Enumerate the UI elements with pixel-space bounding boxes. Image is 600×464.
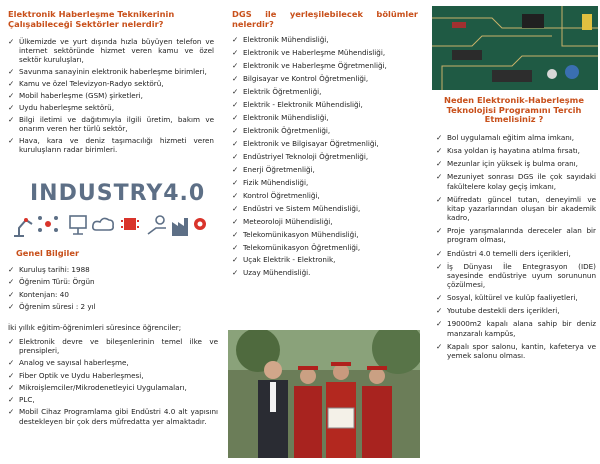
list-item-text: Analog ve sayısal haberleşme, <box>19 358 129 368</box>
list-item-text: Ülkemizde ve yurt dışında hızla büyüyen telefon ve internet sektöründe hizmet veren kamu ve özel sektör kuruluşları, <box>19 37 214 65</box>
check-icon: ✓ <box>8 265 15 274</box>
list-item <box>436 249 596 258</box>
reasons-list <box>436 133 596 364</box>
list-item-text: Uydu haberleşme sektörü, <box>19 102 115 112</box>
list-item <box>436 306 596 315</box>
departments-title: DGS ile yerleşilebilecek bölümler nelerdir? <box>232 9 418 29</box>
check-icon: ✓ <box>8 358 15 368</box>
check-icon: ✓ <box>232 151 239 161</box>
list-item-text: PLC, <box>19 395 35 405</box>
check-icon: ✓ <box>232 35 239 44</box>
check-icon: ✓ <box>8 395 15 405</box>
check-icon: ✓ <box>232 112 239 122</box>
list-item <box>232 48 418 57</box>
list-item <box>232 74 418 83</box>
list-item-text: Kontenjan: 40 <box>19 289 69 299</box>
industry-banner-text: INDUSTRY4.0 <box>30 181 206 206</box>
monitor-icon <box>70 216 86 234</box>
list-item-text: Bol uygulamalı eğitim alma imkanı, <box>447 133 575 142</box>
list-item-text: Mezunlar için yüksek iş bulma oranı, <box>447 159 578 169</box>
list-item-text: Youtube destekli ders içerikleri, <box>447 306 560 316</box>
list-item-text: Elektronik Öğretmenliği, <box>243 125 331 135</box>
list-item-text: Öğrenim süresi : 2 yıl <box>19 302 96 312</box>
list-item <box>436 319 596 337</box>
graduation-photo <box>228 330 420 458</box>
check-icon: ✓ <box>436 172 443 182</box>
check-icon: ✓ <box>232 177 239 187</box>
check-icon: ✓ <box>8 289 15 299</box>
list-item-text: Elektrik - Elektronik Mühendisliği, <box>243 99 363 109</box>
departments-list <box>232 35 418 281</box>
cloud-icon <box>93 218 113 230</box>
check-icon: ✓ <box>232 125 239 135</box>
list-item-text: Telekomünikasyon Öğretmenliği, <box>243 242 361 252</box>
list-item-text: Sosyal, kültürel ve kulüp faaliyetleri, <box>447 293 578 303</box>
list-item-text: Elektronik ve Haberleşme Mühendisliği, <box>243 47 386 57</box>
industry-icons <box>10 210 210 238</box>
list-item <box>232 178 418 187</box>
sectors-title: Elektronik Haberleşme Teknikerinin Çalışabileceği Sektörler nelerdir? <box>8 9 175 29</box>
gear-icon <box>194 218 206 230</box>
factory-icon <box>172 218 188 236</box>
list-item <box>232 100 418 109</box>
network-icon <box>38 216 58 232</box>
general-info-title: Genel Bilgiler <box>16 248 80 258</box>
list-item <box>8 67 214 76</box>
list-item-text: Enerji Öğretmenliği, <box>243 164 315 174</box>
list-item <box>436 293 596 302</box>
list-item <box>232 204 418 213</box>
list-item-text: Öğrenim Türü: Örgün <box>19 277 95 287</box>
check-icon: ✓ <box>8 302 15 312</box>
list-item <box>436 172 596 190</box>
check-icon: ✓ <box>232 86 239 96</box>
list-item <box>8 277 214 286</box>
industry-banner <box>4 180 216 240</box>
check-icon: ✓ <box>8 135 15 145</box>
list-item-text: Kontrol Öğretmenliği, <box>243 190 320 200</box>
check-icon: ✓ <box>232 229 239 239</box>
list-item <box>232 268 418 277</box>
list-item <box>436 262 596 290</box>
check-icon: ✓ <box>232 242 239 252</box>
check-icon: ✓ <box>436 248 443 258</box>
list-item-text: Elektronik devre ve bileşenlerinin temel ilke ve prensipleri, <box>19 337 218 356</box>
sectors-list <box>8 37 214 157</box>
list-item <box>8 136 214 154</box>
list-item <box>232 243 418 252</box>
list-item-text: 19000m2 kapalı alana sahip bir deniz manzaralı kampüs, <box>447 319 596 338</box>
list-item <box>232 87 418 96</box>
list-item-text: Bilgisayar ve Kontrol Öğretmenliği, <box>243 73 369 83</box>
list-item-text: Kamu ve özel Televizyon-Radyo sektörü, <box>19 79 164 89</box>
courses-list <box>8 337 218 429</box>
check-icon: ✓ <box>8 370 15 380</box>
list-item <box>8 103 214 112</box>
circuit-board-photo <box>432 6 598 90</box>
list-item <box>232 165 418 174</box>
check-icon: ✓ <box>232 60 239 70</box>
robot-arm-icon <box>14 218 32 236</box>
check-icon: ✓ <box>8 90 15 100</box>
list-item <box>8 115 214 133</box>
check-icon: ✓ <box>436 194 443 204</box>
list-item <box>8 337 218 355</box>
list-item <box>232 126 418 135</box>
courses-intro: İki yıllık eğitim-öğrenimleri süresince öğrenciler; <box>8 323 182 332</box>
check-icon: ✓ <box>232 190 239 200</box>
list-item-text: Meteoroloji Mühendisliği, <box>243 216 333 226</box>
check-icon: ✓ <box>436 226 443 236</box>
check-icon: ✓ <box>8 114 15 124</box>
column-sectors <box>0 0 220 464</box>
list-item <box>436 226 596 244</box>
list-item-text: Müfredatı güncel tutan, deneyimli ve kitap yazarlarından oluşan bir akademik kadro, <box>447 194 596 223</box>
check-icon: ✓ <box>8 67 15 77</box>
list-item-text: Endüstri ve Sistem Mühendisliği, <box>243 203 361 213</box>
list-item <box>436 146 596 155</box>
check-icon: ✓ <box>232 255 239 265</box>
list-item-text: Mikroişlemciler/Mikrodenetleyici Uygulamaları, <box>19 382 187 392</box>
check-icon: ✓ <box>436 146 443 156</box>
list-item <box>232 152 418 161</box>
list-item-text: Mobil haberleşme (GSM) şirketleri, <box>19 90 143 100</box>
check-icon: ✓ <box>436 133 443 142</box>
list-item <box>8 395 218 404</box>
check-icon: ✓ <box>232 268 239 278</box>
check-icon: ✓ <box>232 203 239 213</box>
list-item-text: Savunma sanayinin elektronik haberleşme birimleri, <box>19 67 207 77</box>
check-icon: ✓ <box>436 319 443 329</box>
list-item <box>8 290 214 299</box>
list-item-text: Elektronik Mühendisliği, <box>243 112 329 122</box>
reasons-title: Neden Elektronik-Haberleşme Teknolojisi Programını Tercih Etmelisiniz ? <box>444 95 584 125</box>
list-item <box>436 342 596 360</box>
list-item-text: Hava, kara ve deniz taşımacılığı hizmeti veren kuruluşların radar birimleri. <box>19 135 214 154</box>
check-icon: ✓ <box>436 159 443 169</box>
list-item-text: Uçak Elektrik - Elektronik, <box>243 255 336 265</box>
check-icon: ✓ <box>8 407 15 417</box>
check-icon: ✓ <box>436 293 443 303</box>
check-icon: ✓ <box>8 382 15 392</box>
list-item <box>232 61 418 70</box>
list-item <box>232 113 418 122</box>
list-item <box>8 91 214 100</box>
list-item <box>8 371 218 380</box>
general-info-list <box>8 265 214 315</box>
list-item-text: Proje yarışmalarında dereceler alan bir program olması, <box>447 226 596 245</box>
list-item-text: Fizik Mühendisliği, <box>243 177 309 187</box>
list-item <box>232 217 418 226</box>
list-item-text: Bilgi iletimi ve dağıtımıyla ilgili üretim, bakım ve onarım veren her türlü sektör, <box>19 114 214 133</box>
check-icon: ✓ <box>232 73 239 83</box>
list-item <box>232 255 418 264</box>
check-icon: ✓ <box>436 341 443 351</box>
list-item <box>436 133 596 142</box>
list-item <box>8 302 214 311</box>
check-icon: ✓ <box>436 261 443 271</box>
list-item <box>232 139 418 148</box>
column-departments <box>226 0 422 464</box>
list-item-text: Elektrik Öğretmenliği, <box>243 86 322 96</box>
list-item <box>8 37 214 65</box>
circuit-icon <box>121 218 139 230</box>
list-item-text: İş Dünyası İle Entegrasyon (IDE) sayesinde endüstriye uyum sorununun çözülmesi, <box>447 261 596 290</box>
list-item <box>232 230 418 239</box>
list-item-text: Endüstri 4.0 temelli ders içerikleri, <box>447 248 571 258</box>
check-icon: ✓ <box>8 102 15 112</box>
column-reasons <box>428 0 600 464</box>
check-icon: ✓ <box>232 99 239 109</box>
list-item-text: Fiber Optik ve Uydu Haberleşmesi, <box>19 370 144 380</box>
list-item <box>436 195 596 223</box>
list-item-text: Kapalı spor salonu, kantin, kafeterya ve yemek salonu olması. <box>447 341 596 360</box>
check-icon: ✓ <box>232 47 239 57</box>
check-icon: ✓ <box>436 306 443 316</box>
list-item <box>232 35 418 44</box>
list-item-text: Kuruluş tarihi: 1988 <box>19 265 90 274</box>
hand-gear-icon <box>148 216 166 234</box>
list-item <box>8 383 218 392</box>
check-icon: ✓ <box>232 138 239 148</box>
check-icon: ✓ <box>8 79 15 89</box>
list-item-text: Telekomünikasyon Mühendisliği, <box>243 229 359 239</box>
list-item-text: Kısa yoldan iş hayatına atılma fırsatı, <box>447 146 580 156</box>
list-item <box>8 407 218 425</box>
list-item <box>8 265 214 274</box>
check-icon: ✓ <box>232 164 239 174</box>
check-icon: ✓ <box>8 277 15 287</box>
check-icon: ✓ <box>232 216 239 226</box>
list-item-text: Elektronik ve Bilgisayar Öğretmenliği, <box>243 138 379 148</box>
list-item <box>436 159 596 168</box>
list-item-text: Mezuniyet sonrası DGS ile çok sayıdaki fakültelere kolay geçiş imkanı, <box>447 172 596 191</box>
list-item-text: Elektronik ve Haberleşme Öğretmenliği, <box>243 60 387 70</box>
list-item <box>232 191 418 200</box>
list-item-text: Endüstriyel Teknoloji Öğretmenliği, <box>243 151 369 161</box>
check-icon: ✓ <box>8 37 15 46</box>
list-item-text: Elektronik Mühendisliği, <box>243 35 329 44</box>
list-item-text: Uzay Mühendisliği. <box>243 268 311 278</box>
check-icon: ✓ <box>8 337 15 346</box>
list-item <box>8 79 214 88</box>
list-item-text: Mobil Cihaz Programlama gibi Endüstri 4.0 alt yapısını destekleyen bir çok ders müfredatta yer almaktadır. <box>19 407 218 426</box>
list-item <box>8 358 218 367</box>
